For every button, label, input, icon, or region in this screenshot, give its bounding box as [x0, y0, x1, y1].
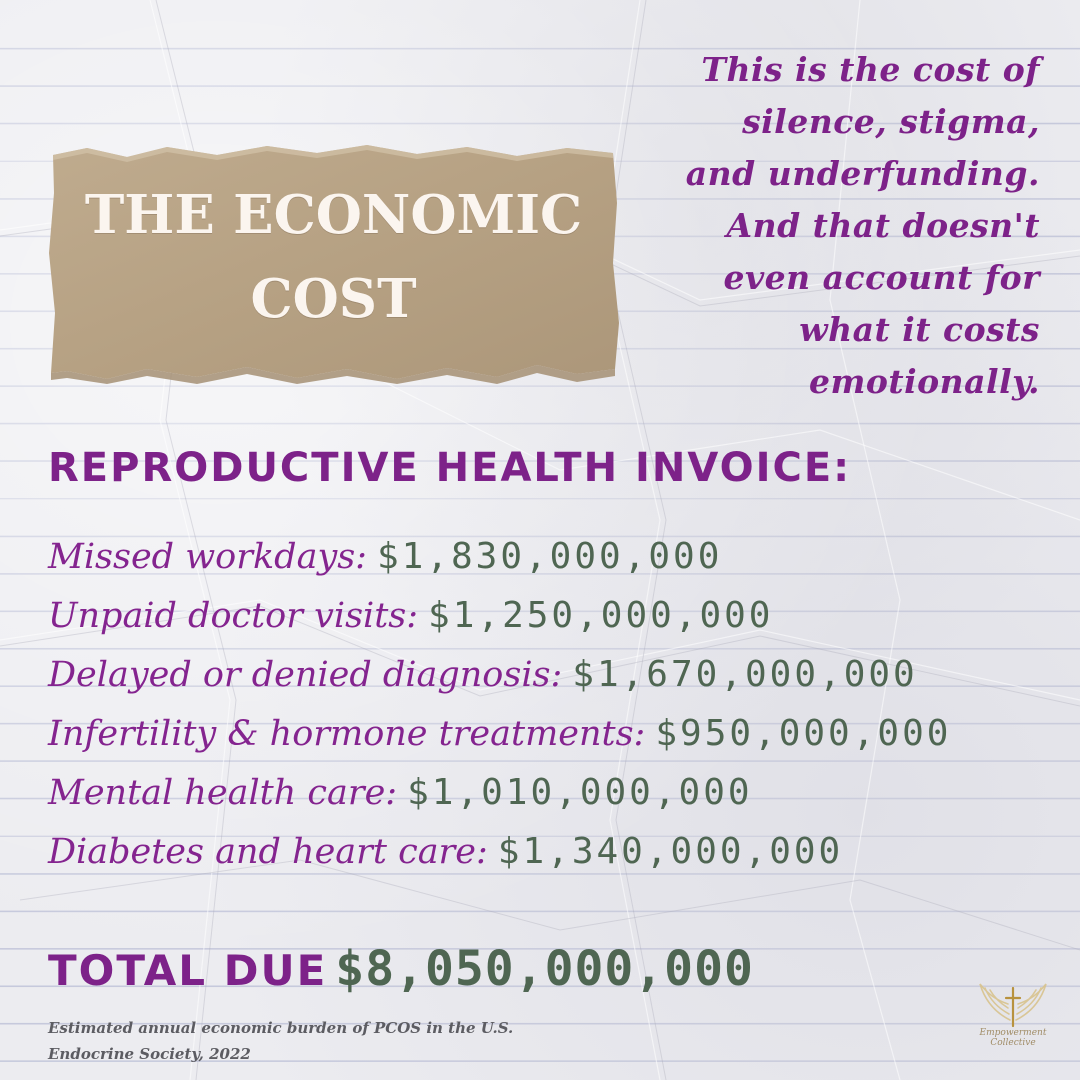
footnote-citation: Endocrine Society, 2022 [48, 1045, 251, 1063]
footnote-description: Estimated annual economic burden of PCOS in the U.S. [48, 1019, 514, 1037]
invoice-item-diabetes-heart-care [48, 822, 951, 881]
invoice-item-label: Diabetes and heart care: [48, 832, 488, 872]
invoice-item-label: Delayed or denied diagnosis: [48, 655, 563, 695]
invoice-item-label: Infertility & hormone treatments: [48, 714, 646, 754]
invoice-item-amount: $1,340,000,000 [497, 831, 844, 872]
quote-line: what it costs [799, 310, 1040, 349]
quote-line: silence, stigma, [742, 102, 1040, 141]
invoice-item-amount: $1,830,000,000 [376, 536, 723, 577]
invoice-item-amount: $950,000,000 [655, 713, 952, 754]
invoice-item-label: Mental health care: [48, 773, 398, 813]
page-title-line-2: COST [250, 268, 417, 330]
invoice-item-label: Missed workdays: [48, 537, 367, 577]
invoice-item-list [48, 527, 951, 881]
source-footnote [48, 1015, 513, 1067]
invoice-item-amount: $1,250,000,000 [428, 595, 774, 636]
title-paper-scrap [47, 143, 620, 384]
invoice-item-infertility-treatments [48, 704, 951, 763]
invoice-item-label: Unpaid doctor visits: [48, 596, 419, 636]
invoice-item-missed-workdays [48, 527, 951, 586]
invoice-item-mental-health-care [48, 763, 951, 822]
quote-line: emotionally. [808, 362, 1040, 401]
quote-line: And that doesn't [726, 206, 1040, 245]
quote-line: This is the cost of [701, 50, 1040, 89]
invoice-heading: REPRODUCTIVE HEALTH INVOICE: [48, 445, 852, 491]
quote-line: even account for [723, 258, 1040, 297]
logo-wordmark: Empowerment Collective [979, 1028, 1047, 1048]
total-due-label: TOTAL DUE [48, 946, 328, 995]
invoice-item-amount: $1,670,000,000 [572, 654, 918, 695]
invoice-total [48, 934, 754, 1015]
invoice-item-amount: $1,010,000,000 [407, 772, 753, 813]
quote-line: and underfunding. [685, 154, 1040, 193]
page-title [47, 173, 620, 341]
page-title-line-1: THE ECONOMIC [84, 184, 583, 246]
invoice-item-unpaid-doctor-visits [48, 586, 951, 645]
invoice-item-delayed-diagnosis [48, 645, 951, 704]
total-due-amount: $8,050,000,000 [335, 941, 754, 997]
cost-of-silence-quote [620, 44, 1040, 408]
